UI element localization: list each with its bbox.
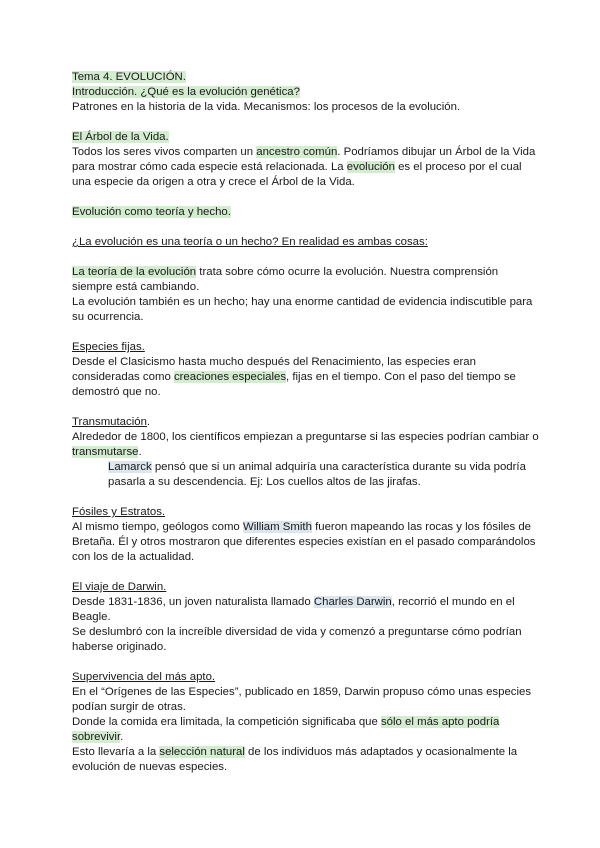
highlight-william-smith: William Smith bbox=[242, 521, 312, 533]
document-title: Tema 4. EVOLUCIÓN. bbox=[72, 71, 186, 83]
arbol-line-3: una especie da origen a otra y crece el Árbol de la Vida. bbox=[72, 176, 355, 188]
supervivencia-line-6: evolución de nuevas especies. bbox=[72, 761, 228, 773]
transmutacion-heading: Transmutación bbox=[72, 416, 147, 428]
intro-heading: Introducción. ¿Qué es la evolución genética? bbox=[72, 86, 300, 98]
highlight-lamarck: Lamarck bbox=[108, 461, 152, 473]
intro-text: Patrones en la historia de la vida. Mecanismos: los procesos de la evolución. bbox=[72, 101, 461, 113]
supervivencia-line-3: Donde la comida era limitada, la competición significaba que sólo el más apto podría bbox=[72, 716, 500, 728]
transmutacion-line-2: transmutarse. bbox=[72, 446, 142, 458]
supervivencia-line-1: En el “Orígenes de las Especies”, publicado en 1859, Darwin propuso cómo unas especies bbox=[72, 686, 532, 698]
arbol-line-1: Todos los seres vivos comparten un ancestro común. Podríamos dibujar un Árbol de la Vida bbox=[72, 146, 536, 158]
teoria-heading: Evolución como teoría y hecho. bbox=[72, 206, 231, 218]
darwin-line-3: Se deslumbró con la increíble diversidad de vida y comenzó a preguntarse cómo podrían bbox=[72, 626, 522, 638]
fijas-heading: Especies fijas. bbox=[72, 341, 145, 353]
highlight-ancestro: ancestro común bbox=[256, 146, 338, 158]
transmutacion-heading-line: Transmutación. bbox=[72, 416, 151, 428]
transmutacion-line-1: Alrededor de 1800, los científicos empiezan a preguntarse si las especies podrían cambiar o bbox=[72, 431, 539, 443]
supervivencia-line-5: Esto llevaría a la selección natural de los individuos más adaptados y ocasionalmente la bbox=[72, 746, 518, 758]
document-body bbox=[72, 70, 539, 775]
darwin-line-4: haberse originado. bbox=[72, 641, 167, 653]
fosiles-line-2: Bretaña. Él y otros mostraron que diferentes especies existían en el pasado comparándolos bbox=[72, 536, 536, 548]
darwin-heading: El viaje de Darwin. bbox=[72, 581, 167, 593]
highlight-seleccion-natural: selección natural bbox=[159, 746, 245, 758]
highlight-charles-darwin: Charles Darwin bbox=[313, 596, 392, 608]
highlight-evolucion: evolución bbox=[346, 161, 395, 173]
teoria-p2-line-1: La evolución también es un hecho; hay una enorme cantidad de evidencia indiscutible para bbox=[72, 296, 533, 308]
supervivencia-line-4: sobrevivir. bbox=[72, 731, 124, 743]
fosiles-heading: Fósiles y Estratos. bbox=[72, 506, 166, 518]
teoria-heading-line bbox=[72, 205, 534, 220]
fijas-line-3: demostró que no. bbox=[72, 386, 161, 398]
highlight-transmutarse: transmutarse bbox=[72, 446, 139, 458]
highlight-sobrevivir: sobrevivir bbox=[72, 731, 121, 743]
highlight-creaciones: creaciones especiales bbox=[173, 371, 287, 383]
title-line bbox=[72, 70, 534, 85]
arbol-heading: El Árbol de la Vida. bbox=[72, 131, 169, 143]
arbol-line-2: para mostrar cómo cada especie está relacionada. La evolución es el proceso por el cual bbox=[72, 161, 522, 173]
fosiles-line-3: con los de la actualidad. bbox=[72, 551, 195, 563]
teoria-p1-line-2: siempre está cambiando. bbox=[72, 281, 200, 293]
arbol-heading-line bbox=[72, 130, 534, 145]
supervivencia-line-2: podían surgir de otras. bbox=[72, 701, 186, 713]
transmutacion-line-3: Lamarck pensó que si un animal adquiría una característica durante su vida podría bbox=[108, 461, 526, 473]
fosiles-line-1: Al mismo tiempo, geólogos como William Smith fueron mapeando las rocas y los fósiles de bbox=[72, 521, 531, 533]
darwin-line-2: Beagle. bbox=[72, 611, 111, 623]
fijas-line-1: Desde el Clasicismo hasta mucho después del Renacimiento, las especies eran bbox=[72, 356, 476, 368]
teoria-question: ¿La evolución es una teoría o un hecho? En realidad es ambas cosas: bbox=[72, 236, 428, 248]
darwin-line-1: Desde 1831-1836, un joven naturalista llamado Charles Darwin, recorrió el mundo en el bbox=[72, 596, 515, 608]
supervivencia-heading: Supervivencia del más apto. bbox=[72, 671, 216, 683]
teoria-p2-line-2: su ocurrencia. bbox=[72, 311, 144, 323]
highlight-teoria: La teoría de la evolución bbox=[72, 266, 197, 278]
transmutacion-line-4: pasarla a su descendencia. Ej: Los cuellos altos de las jirafas. bbox=[108, 476, 421, 488]
highlight-mas-apto: sólo el más apto podría bbox=[380, 716, 500, 728]
teoria-p1-line-1: La teoría de la evolución trata sobre cómo ocurre la evolución. Nuestra comprensión bbox=[72, 266, 499, 278]
intro-heading-line bbox=[72, 85, 534, 100]
fijas-line-2: consideradas como creaciones especiales, fijas en el tiempo. Con el paso del tiempo se bbox=[72, 371, 516, 383]
